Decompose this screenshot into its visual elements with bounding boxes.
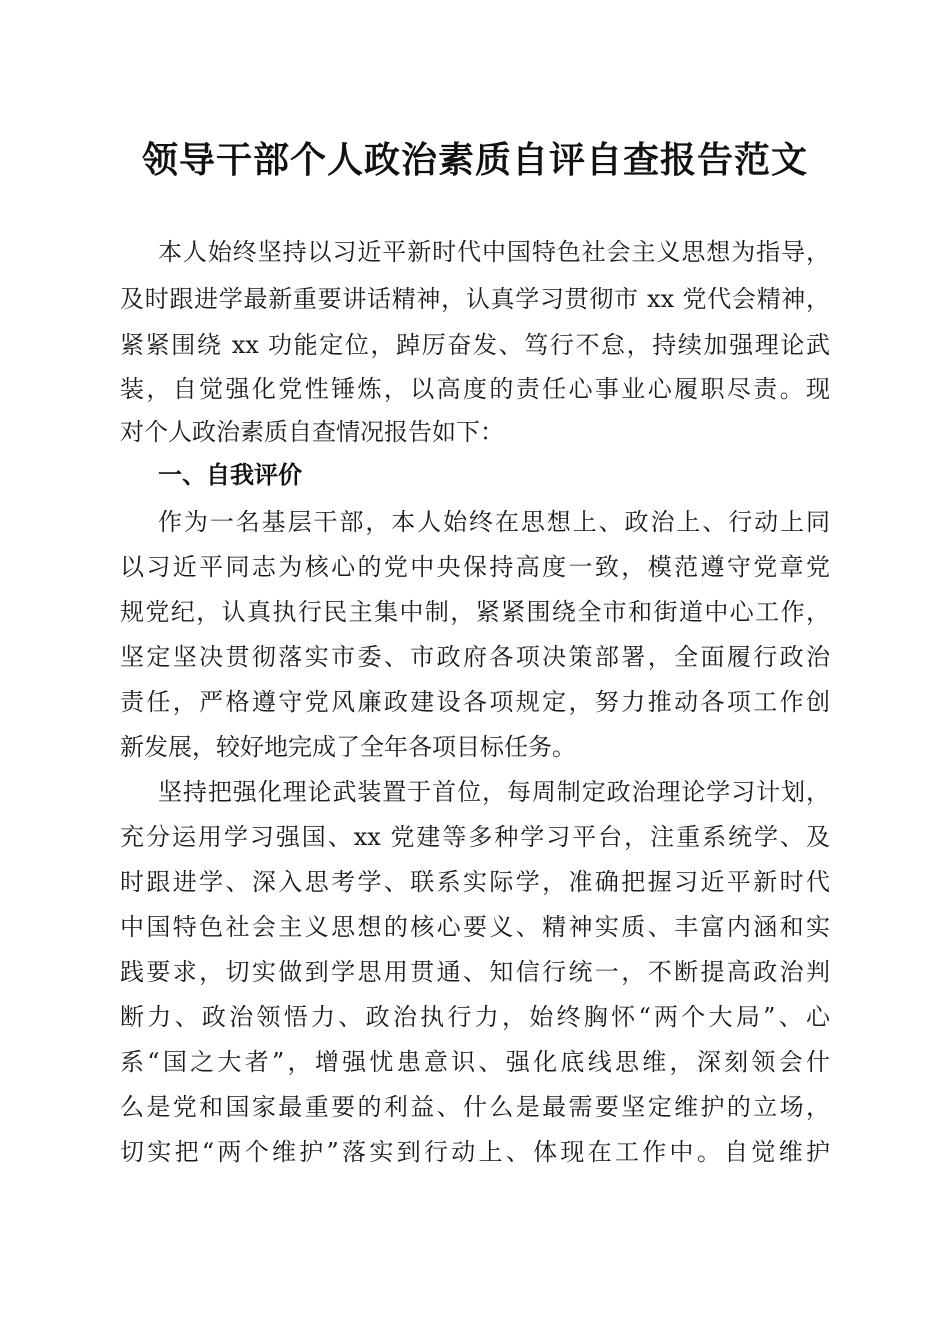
- paragraph-3-line-2: 充分运用学习强国、xx 党建等多种学习平台，注重系统学、及: [120, 823, 830, 851]
- paragraph-3-line-1: 坚持把强化理论武装置于首位，每周制定政治理论学习计划，: [158, 778, 830, 806]
- paragraph-3-line-4: 中国特色社会主义思想的核心要义、精神实质、丰富内涵和实: [120, 913, 830, 941]
- paragraph-2-line-5: 责任，严格遵守党风廉政建设各项规定，努力推动各项工作创: [120, 688, 830, 716]
- paragraph-1-line-4: 装，自觉强化党性锤炼，以高度的责任心事业心履职尽责。现: [120, 375, 830, 403]
- paragraph-3-line-9: 切实把“两个维护”落实到行动上、体现在工作中。自觉维护: [120, 1138, 830, 1166]
- paragraph-2-line-4: 坚定坚决贯彻落实市委、市政府各项决策部署，全面履行政治: [120, 643, 830, 671]
- paragraph-3-line-5: 践要求，切实做到学思用贯通、知信行统一，不断提高政治判: [120, 958, 830, 986]
- paragraph-2-line-1: 作为一名基层干部，本人始终在思想上、政治上、行动上同: [158, 508, 830, 536]
- paragraph-3-line-6: 断力、政治领悟力、政治执行力，始终胸怀“两个大局”、心: [120, 1003, 830, 1031]
- paragraph-3-line-3: 时跟进学、深入思考学、联系实际学，准确把握习近平新时代: [120, 868, 830, 896]
- section-heading-self-evaluation: 一、自我评价: [158, 461, 302, 489]
- paragraph-2-line-6: 新发展，较好地完成了全年各项目标任务。: [120, 733, 576, 761]
- paragraph-1-line-1: 本人始终坚持以习近平新时代中国特色社会主义思想为指导，: [158, 238, 830, 266]
- paragraph-1-line-3: 紧紧围绕 xx 功能定位，踔厉奋发、笃行不怠，持续加强理论武: [120, 331, 830, 359]
- paragraph-3-line-7: 系“国之大者”，增强忧患意识、强化底线思维，深刻领会什: [120, 1048, 830, 1076]
- document-title: 领导干部个人政治素质自评自查报告范文: [141, 139, 808, 181]
- paragraph-2-line-2: 以习近平同志为核心的党中央保持高度一致，模范遵守党章党: [120, 553, 830, 581]
- paragraph-2-line-3: 规党纪，认真执行民主集中制，紧紧围绕全市和街道中心工作，: [120, 598, 830, 626]
- paragraph-1-line-5: 对个人政治素质自查情况报告如下：: [120, 418, 504, 446]
- paragraph-3-line-8: 么是党和国家最重要的利益、什么是最需要坚定维护的立场，: [120, 1093, 830, 1121]
- paragraph-1-line-2: 及时跟进学最新重要讲话精神，认真学习贯彻市 xx 党代会精神，: [120, 285, 830, 313]
